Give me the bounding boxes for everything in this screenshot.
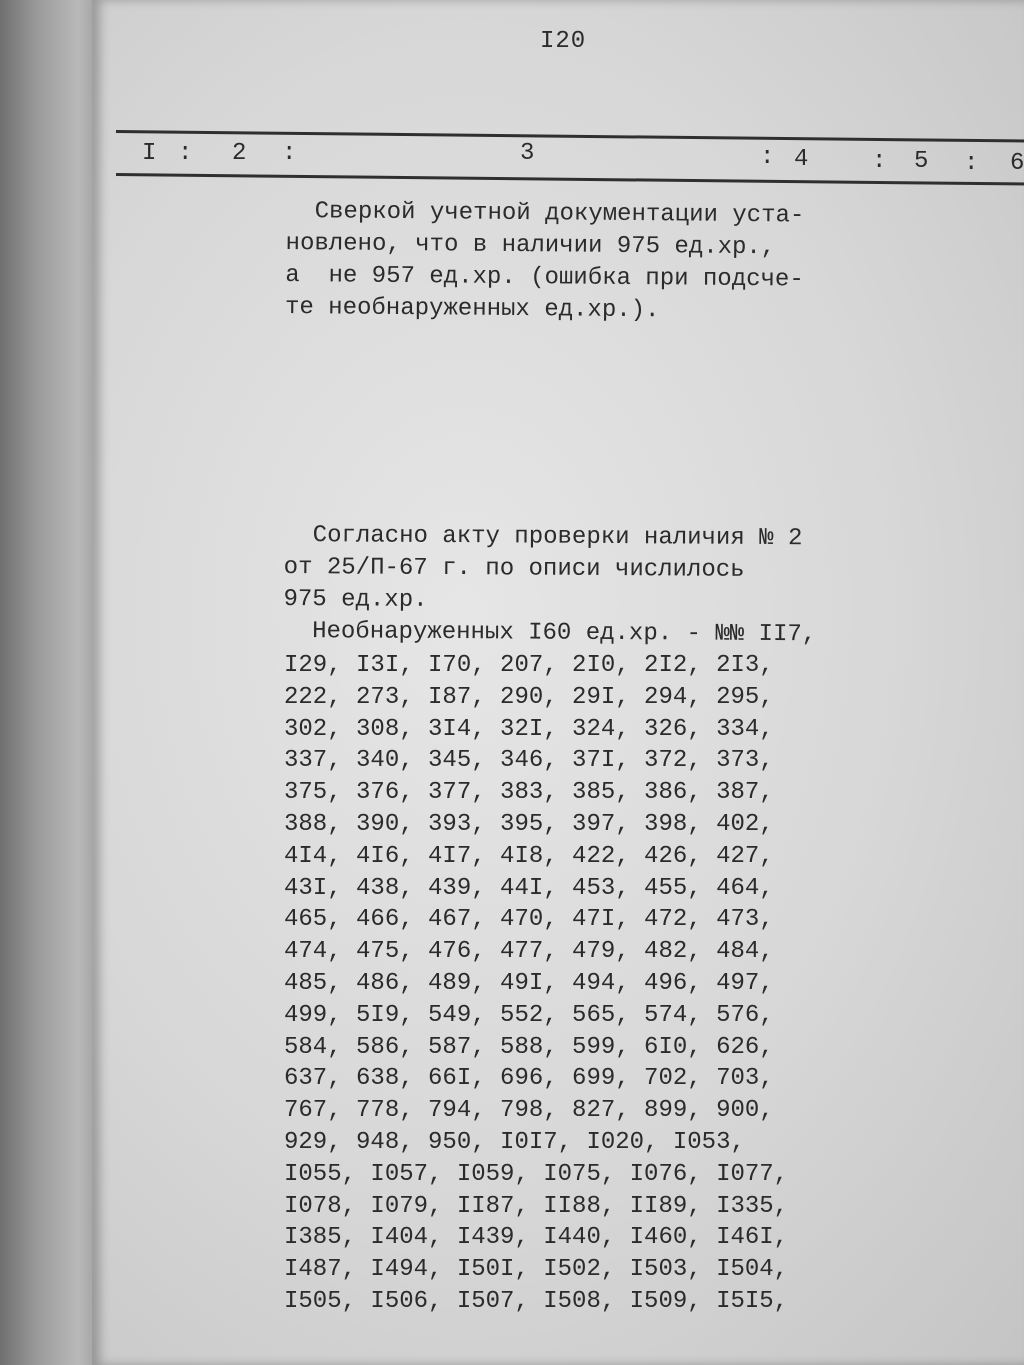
number-line: 485, 486, 489, 49I, 494, 496, 497, <box>284 969 774 997</box>
inspection-act-note <box>283 520 817 651</box>
text-line: те необнаруженных ед.хр.). <box>284 293 660 325</box>
number-line: 388, 390, 393, 395, 397, 398, 402, <box>284 810 774 838</box>
number-line: I29, I3I, I70, 207, 2I0, 2I2, 2I3, <box>284 652 774 679</box>
number-line: 474, 475, 476, 477, 479, 482, 484, <box>284 938 774 966</box>
column-number: 5 <box>914 148 929 175</box>
missing-items-list <box>284 650 788 1318</box>
column-separator: : <box>964 150 979 177</box>
text-line: Сверкой учетной документации уста- <box>285 197 805 230</box>
number-line: 375, 376, 377, 383, 385, 386, 387, <box>284 779 774 807</box>
text-line: от 25/П-67 г. по описи числилось <box>283 553 745 584</box>
column-number: 6 <box>1010 150 1024 177</box>
binding-margin <box>0 0 92 1365</box>
column-separator: : <box>282 140 297 167</box>
number-line: I078, I079, II87, II88, II89, I335, <box>284 1192 789 1220</box>
column-separator: : <box>872 148 887 175</box>
column-number: 2 <box>232 140 247 167</box>
column-number: I <box>142 140 157 167</box>
table-header-top-rule <box>116 130 1024 143</box>
number-line: 637, 638, 66I, 696, 699, 702, 703, <box>284 1065 774 1093</box>
number-line: I385, I404, I439, I440, I460, I46I, <box>284 1224 789 1252</box>
column-separator: : <box>178 140 193 167</box>
number-line: 584, 586, 587, 588, 599, 6I0, 626, <box>284 1033 774 1061</box>
number-line: I055, I057, I059, I075, I076, I077, <box>284 1160 789 1188</box>
number-line: 4I4, 4I6, 4I7, 4I8, 422, 426, 427, <box>284 842 774 870</box>
number-line: 465, 466, 467, 470, 47I, 472, 473, <box>284 906 774 934</box>
number-line: 222, 273, I87, 290, 29I, 294, 295, <box>284 683 774 711</box>
text-line: Согласно акту проверки наличия № 2 <box>283 521 803 553</box>
text-line: 975 ед.хр. <box>283 585 428 614</box>
number-line: 767, 778, 794, 798, 827, 899, 900, <box>284 1097 774 1125</box>
column-separator: : <box>760 144 775 171</box>
number-line: I487, I494, I50I, I502, I503, I504, <box>284 1256 789 1284</box>
reconciliation-note <box>285 196 805 329</box>
number-line: I505, I506, I507, I508, I509, I5I5, <box>284 1287 789 1315</box>
column-number: 3 <box>520 140 535 167</box>
text-line: Необнаруженных I60 ед.хр. - №№ II7, <box>283 617 817 649</box>
text-line: а не 957 ед.хр. (ошибка при подсче- <box>285 261 804 294</box>
page-number: I20 <box>540 28 587 55</box>
text-line: новлено, что в наличии 975 ед.хр., <box>285 229 776 262</box>
column-number: 4 <box>794 146 809 173</box>
number-line: 929, 948, 950, I0I7, I020, I053, <box>284 1128 745 1156</box>
document-page <box>92 0 1024 1365</box>
number-line: 499, 5I9, 549, 552, 565, 574, 576, <box>284 1001 774 1029</box>
number-line: 302, 308, 3I4, 32I, 324, 326, 334, <box>284 715 774 743</box>
number-line: 43I, 438, 439, 44I, 453, 455, 464, <box>284 874 774 902</box>
table-header-bottom-rule <box>116 173 1024 186</box>
number-line: 337, 340, 345, 346, 37I, 372, 373, <box>284 747 774 775</box>
